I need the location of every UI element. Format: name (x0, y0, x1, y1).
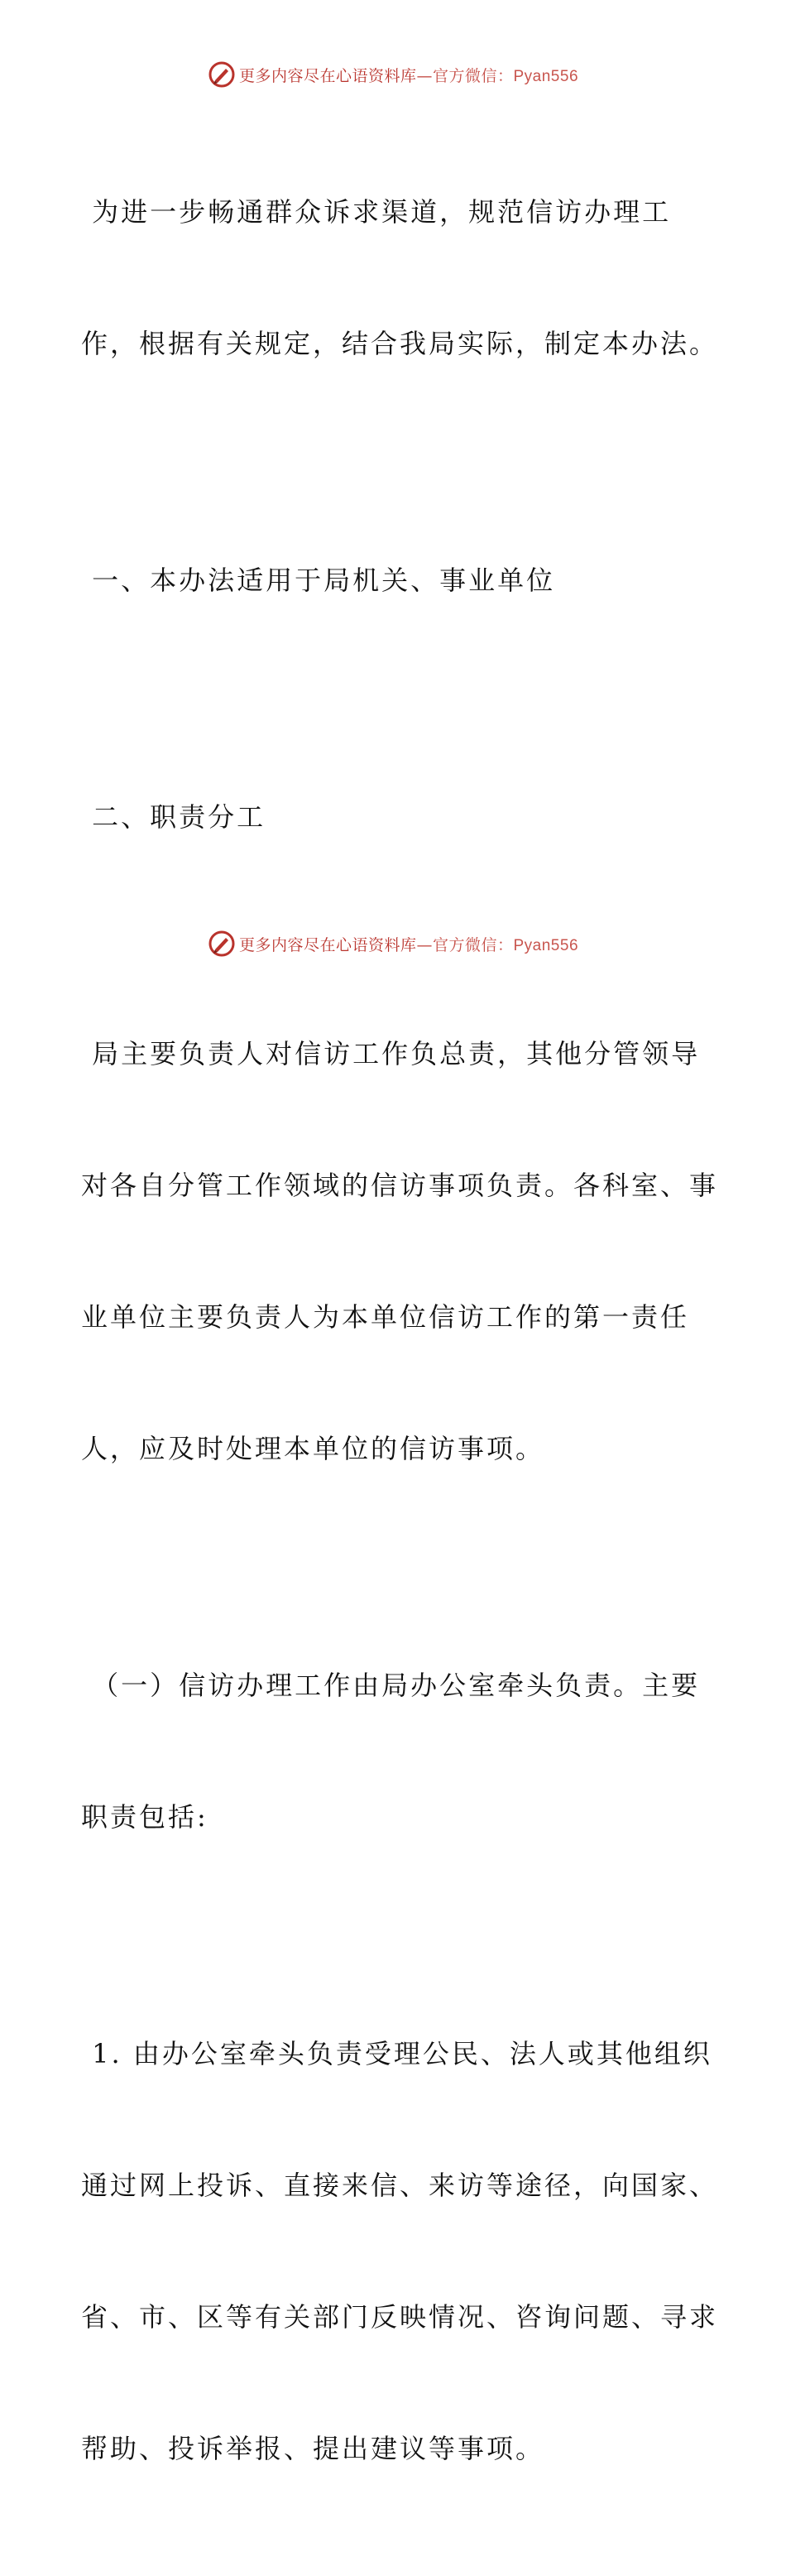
text-line: 人，应及时处理本单位的信访事项。 (81, 1433, 545, 1464)
paragraph-section-2 (81, 708, 718, 927)
section-heading: 一、本办法适用于局机关、事业单位 (81, 565, 556, 596)
text-line: 省、市、区等有关部门反映情况、咨询问题、寻求 (81, 2301, 719, 2333)
text-line: 为进一步畅通群众诉求渠道，规范信访办理工 (81, 196, 672, 228)
paragraph-responsibility (81, 944, 718, 1559)
header-watermark (0, 60, 786, 89)
text-line: 帮助、投诉举报、提出建议等事项。 (81, 2433, 545, 2464)
text-line: 职责包括: (81, 1801, 208, 1833)
paragraph-subsection-1 (81, 1576, 718, 1927)
pen-logo-icon (208, 930, 236, 958)
watermark-main: 更多内容尽在心语资料库 (238, 66, 417, 85)
watermark-dash: — (416, 66, 433, 85)
watermark-id: Pyan556 (513, 67, 579, 85)
watermark-dash: — (416, 935, 433, 954)
text-line: 业单位主要负责人为本单位信访工作的第一责任 (81, 1301, 690, 1333)
paragraph-item-1 (81, 1944, 718, 2559)
watermark-sub: 官方微信： (432, 66, 514, 85)
pen-logo-icon (208, 60, 236, 89)
watermark-id: Pyan556 (513, 936, 579, 954)
watermark-main: 更多内容尽在心语资料库 (238, 935, 417, 954)
document-body (81, 103, 718, 2576)
text-line: 通过网上投诉、直接来信、来访等途径，向国家、 (81, 2170, 719, 2201)
text-line: 对各自分管工作领域的信访事项负责。各科室、事 (81, 1170, 719, 1201)
text-line: 局主要负责人对信访工作负总责，其他分管领导 (81, 1038, 701, 1069)
footer-watermark (0, 929, 786, 959)
watermark-text (239, 933, 578, 955)
text-line: （一）信访办理工作由局办公室牵头负责。主要 (81, 1670, 701, 1701)
text-line: 作，根据有关规定，结合我局实际，制定本办法。 (81, 328, 719, 359)
paragraph-section-1 (81, 471, 718, 690)
watermark-text (239, 64, 578, 86)
text-line: 1. 由办公室牵头负责受理公民、法人或其他组织 (81, 2038, 712, 2069)
section-heading: 二、职责分工 (81, 801, 266, 833)
paragraph-intro (81, 103, 718, 454)
watermark-sub: 官方微信： (432, 935, 514, 954)
